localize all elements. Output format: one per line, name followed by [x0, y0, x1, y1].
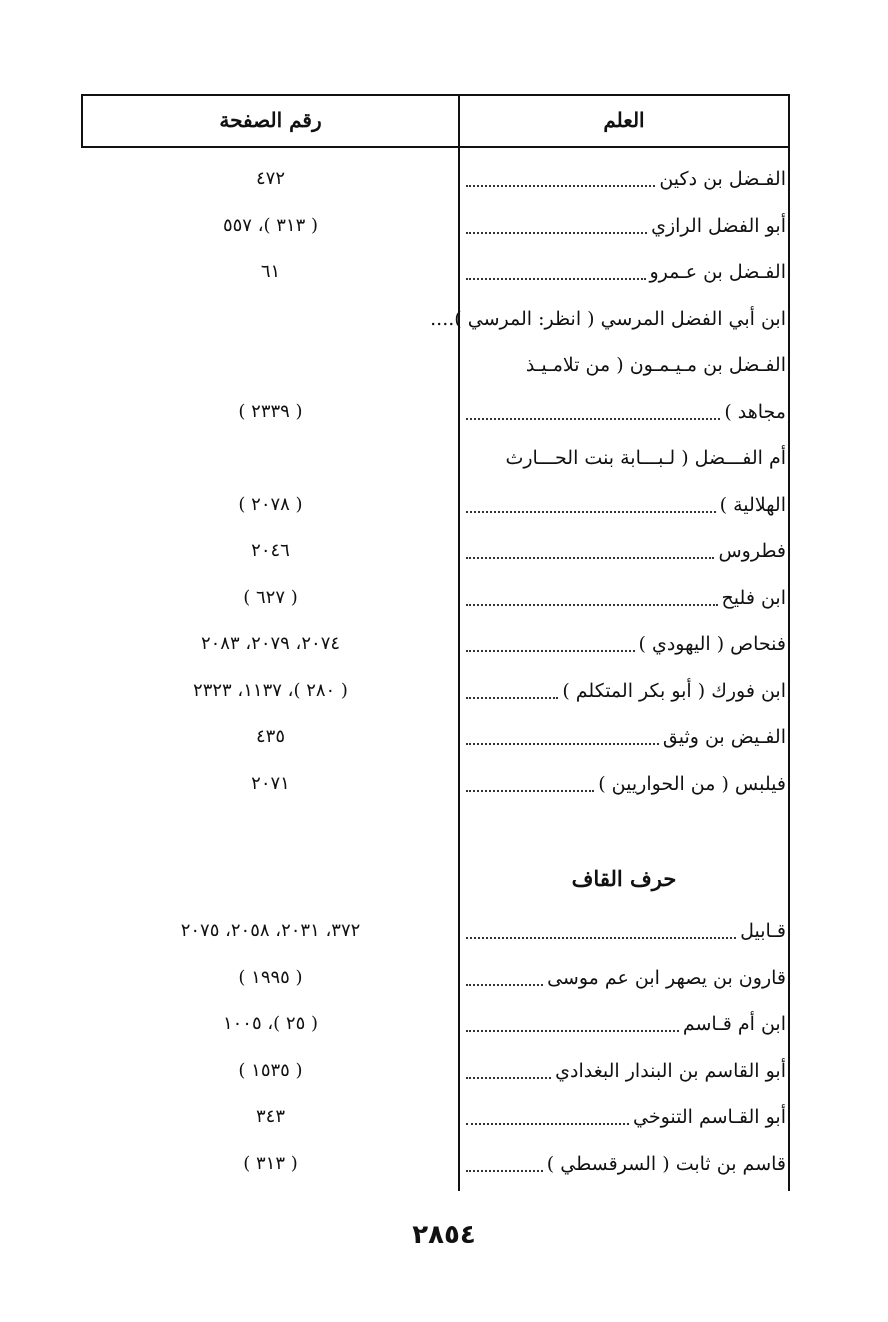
dot-leader	[466, 418, 720, 420]
person-name: فنحاص ( اليهودي )	[638, 633, 786, 655]
table-row	[81, 1141, 790, 1187]
table-row	[81, 482, 790, 528]
table-row	[81, 575, 790, 621]
row-name-cell	[466, 955, 786, 1001]
dot-leader	[466, 1077, 551, 1079]
dot-leader	[466, 557, 714, 559]
row-name-cell	[466, 156, 786, 202]
dot-leader	[466, 790, 594, 792]
table-row	[81, 156, 790, 202]
page-references: ( ٦٢٧ )	[243, 586, 298, 608]
row-name-cell	[466, 908, 786, 954]
table-row	[81, 668, 790, 714]
dot-leader	[466, 278, 646, 280]
person-name: ابن فورك ( أبو بكر المتكلم )	[562, 679, 786, 702]
page-references: ٢٠٧١	[251, 772, 290, 794]
row-name-cell	[466, 621, 786, 667]
person-name: أبو القاسم بن البندار البغدادي	[555, 1059, 786, 1082]
person-name: ابن أم قـاسم	[682, 1013, 786, 1035]
page-references: ( ٢٨٠ )، ١١٣٧، ٢٣٢٣	[193, 679, 348, 701]
table-row	[81, 342, 790, 388]
page-references: ٤٣٥	[255, 726, 285, 747]
row-name-cell	[466, 249, 786, 295]
page-references: ٢٠٧٤، ٢٠٧٩، ٢٠٨٣	[200, 633, 341, 654]
row-name-cell	[466, 482, 786, 528]
table-row	[81, 435, 790, 481]
index-table	[81, 94, 790, 1191]
person-name: قاسم بن ثابت ( السرقسطي )	[546, 1152, 786, 1175]
person-name: الفـيض بن وثيق	[662, 726, 786, 748]
page-references: ( ٢٥ )، ١٠٠٥	[222, 1013, 319, 1034]
header-bottom-rule	[81, 146, 790, 148]
page-references: ( ٣١٣ )	[243, 1152, 298, 1174]
person-name: أبو القـاسم التنوخي	[633, 1106, 786, 1128]
page-references: ( ٢٣٣٩ )	[238, 400, 303, 422]
page-number: ٢٨٥٤	[412, 1220, 476, 1250]
row-name-cell	[466, 342, 786, 388]
dot-leader	[466, 232, 647, 234]
page-references: ٣٤٣	[255, 1106, 285, 1127]
table-row	[81, 1001, 790, 1047]
row-name-cell	[430, 296, 786, 342]
dot-leader	[466, 743, 659, 745]
table-row	[81, 1048, 790, 1094]
table-row	[81, 389, 790, 435]
person-name: أبو الفضل الرازي	[651, 214, 786, 237]
row-name-cell	[466, 389, 786, 435]
page-references: ( ٢٠٧٨ )	[238, 493, 303, 515]
page-references: ٤٧٢	[255, 168, 285, 189]
dot-leader	[466, 1170, 543, 1172]
dot-leader	[466, 984, 543, 986]
page-references	[83, 296, 458, 342]
table-row	[81, 203, 790, 249]
person-name: ابن أبي الفضل المرسي ( انظر: المرسي )....	[430, 307, 786, 330]
row-name-cell	[466, 668, 786, 714]
dot-leader	[466, 604, 718, 606]
table-row	[81, 908, 790, 954]
pages-column-header: رقم الصفحة	[219, 108, 322, 132]
person-name: فيلبس ( من الحواريين )	[598, 772, 786, 795]
row-name-cell	[466, 528, 786, 574]
section-title: حرف القاف	[571, 866, 677, 891]
row-name-cell	[466, 575, 786, 621]
row-name-cell	[466, 1048, 786, 1094]
row-name-cell	[466, 435, 786, 481]
page-references: ( ٣١٣ )، ٥٥٧	[222, 214, 319, 236]
table-row	[81, 528, 790, 574]
table-row	[81, 761, 790, 807]
row-name-cell	[466, 1141, 786, 1187]
person-name: أم الفـــضل ( لـبـــابة بنت الحـــارث	[505, 447, 786, 469]
dot-leader	[466, 1123, 629, 1125]
page-references: ٣٧٢، ٢٠٣١، ٢٠٥٨، ٢٠٧٥	[180, 920, 361, 941]
table-row	[81, 955, 790, 1001]
row-name-cell	[466, 1001, 786, 1047]
page-references: ( ١٥٣٥ )	[238, 1059, 303, 1081]
page-references: ( ١٩٩٥ )	[238, 966, 303, 988]
name-column-header: العلم	[603, 108, 645, 132]
dot-leader	[466, 511, 716, 513]
person-name: مجاهد )	[724, 400, 786, 423]
row-name-cell	[466, 761, 786, 807]
page-references: ٢٠٤٦	[251, 540, 290, 561]
person-name: قـابيل	[740, 920, 786, 942]
person-name: الفـضل بن مـيـمـون ( من تلامـيـذ	[525, 354, 786, 376]
row-name-cell	[466, 203, 786, 249]
person-name: الفـضل بن عـمرو	[649, 261, 786, 283]
page-references	[83, 435, 458, 481]
person-name: فطروس	[718, 540, 786, 562]
table-row	[81, 1094, 790, 1140]
table-row	[81, 714, 790, 760]
page-references	[83, 342, 458, 388]
person-name: الفـضل بن دكين	[659, 168, 786, 190]
person-name: قارون بن يصهر ابن عم موسى	[547, 966, 786, 989]
person-name: ابن فليح	[721, 586, 786, 609]
dot-leader	[466, 697, 558, 699]
table-row	[81, 296, 790, 342]
person-name: الهلالية )	[719, 493, 786, 516]
dot-leader	[466, 650, 635, 652]
row-name-cell	[466, 714, 786, 760]
table-row	[81, 249, 790, 295]
page-references: ٦١	[260, 261, 281, 282]
dot-leader	[466, 937, 736, 939]
row-name-cell	[466, 1094, 786, 1140]
dot-leader	[466, 185, 655, 187]
dot-leader	[466, 1030, 679, 1032]
table-row	[81, 621, 790, 667]
